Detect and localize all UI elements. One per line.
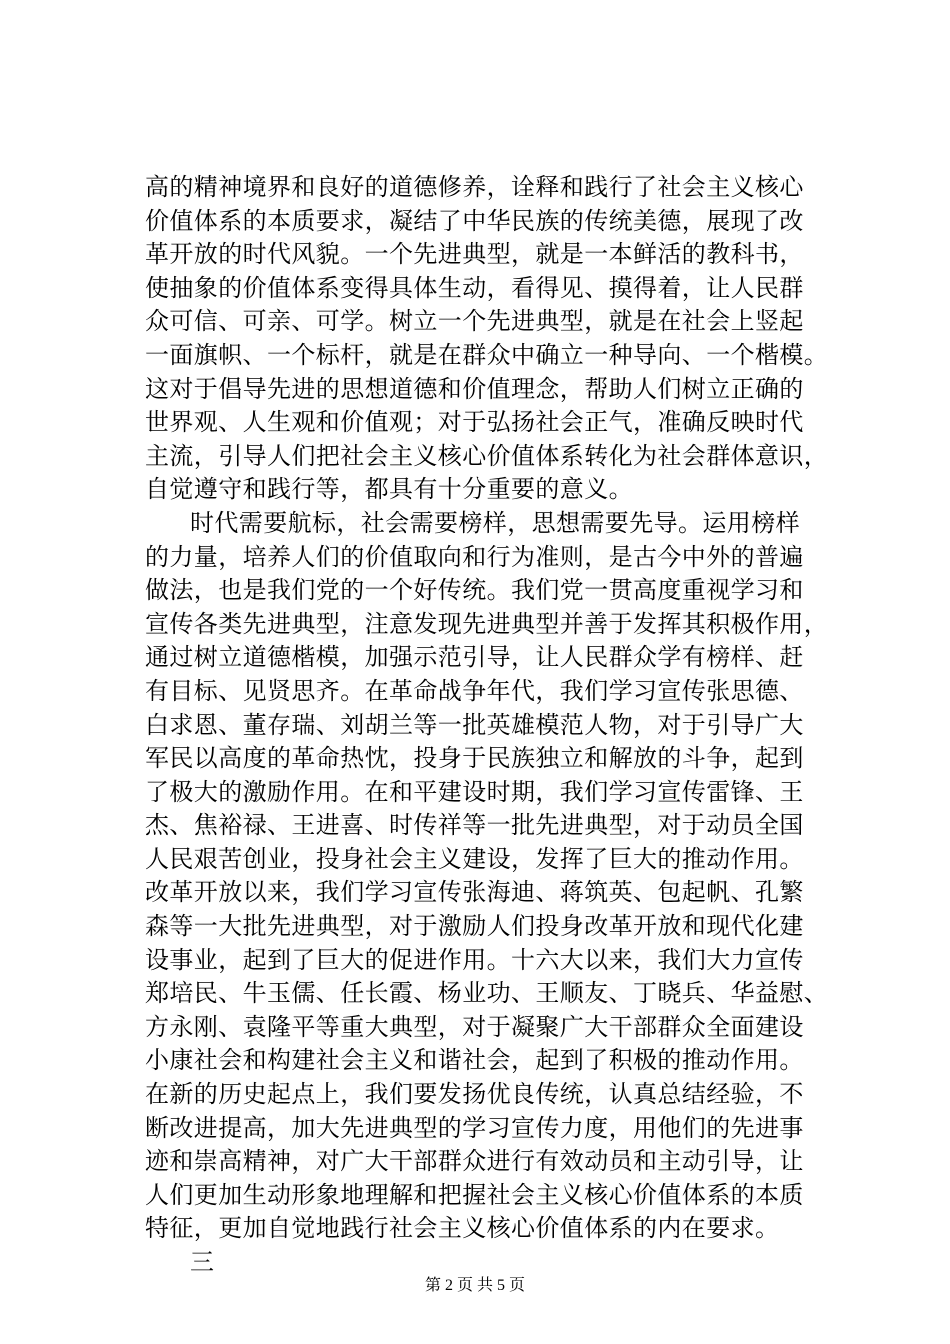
text-line: 迹和崇高精神，对广大干部群众进行有效动员和主动引导，让	[145, 1147, 804, 1176]
text-line: 改革开放以来，我们学习宣传张海迪、蒋筑英、包起帆、孔繁	[145, 878, 804, 907]
text-line: 做法，也是我们党的一个好传统。我们党一贯高度重视学习和	[145, 576, 804, 605]
text-line: 森等一大批先进典型，对于激励人们投身改革开放和现代化建	[145, 912, 804, 941]
paragraph-start-line: 时代需要航标，社会需要榜样，思想需要先导。运用榜样	[190, 508, 800, 537]
text-line: 主流，引导人们把社会主义核心价值体系转化为社会群体意识，	[145, 441, 829, 470]
text-line: 有目标、见贤思齐。在革命战争年代，我们学习宣传张思德、	[145, 676, 804, 705]
text-line: 价值体系的本质要求，凝结了中华民族的传统美德，展现了改	[145, 206, 804, 235]
page-number-footer: 第 2 页 共 5 页	[424, 1277, 525, 1294]
text-line: 在新的历史起点上，我们要发扬优良传统，认真总结经验，不	[145, 1080, 804, 1109]
text-line: 使抽象的价值体系变得具体生动，看得见、摸得着，让人民群	[145, 273, 804, 302]
text-line: 特征，更加自觉地践行社会主义核心价值体系的内在要求。	[145, 1214, 780, 1243]
document-body	[145, 171, 865, 1280]
text-line: 宣传各类先进典型，注意发现先进典型并善于发挥其积极作用，	[145, 609, 829, 638]
text-line: 郑培民、牛玉儒、任长霞、杨业功、王顺友、丁晓兵、华益慰、	[145, 979, 829, 1008]
text-line: 方永刚、袁隆平等重大典型，对于凝聚广大干部群众全面建设	[145, 1012, 804, 1041]
text-line: 世界观、人生观和价值观；对于弘扬社会正气，准确反映时代	[145, 408, 804, 437]
text-line: 了极大的激励作用。在和平建设时期，我们学习宣传雷锋、王	[145, 777, 804, 806]
section-heading: 三	[190, 1248, 215, 1276]
text-line: 通过树立道德楷模，加强示范引导，让人民群众学有榜样、赶	[145, 643, 804, 672]
text-line: 革开放的时代风貌。一个先进典型，就是一本鲜活的教科书，	[145, 240, 804, 269]
text-line: 人民艰苦创业，投身社会主义建设，发挥了巨大的推动作用。	[145, 844, 804, 873]
text-line: 的力量，培养人们的价值取向和行为准则，是古今中外的普遍	[145, 542, 804, 571]
text-line: 军民以高度的革命热忱，投身于民族独立和解放的斗争，起到	[145, 744, 804, 773]
text-line: 小康社会和构建社会主义和谐社会，起到了积极的推动作用。	[145, 1046, 804, 1075]
text-line: 这对于倡导先进的思想道德和价值理念，帮助人们树立正确的	[145, 374, 804, 403]
text-line: 一面旗帜、一个标杆，就是在群众中确立一种导向、一个楷模。	[145, 340, 829, 369]
text-line: 自觉遵守和践行等，都具有十分重要的意义。	[145, 475, 633, 504]
text-line: 众可信、可亲、可学。树立一个先进典型，就是在社会上竖起	[145, 307, 804, 336]
text-line: 杰、焦裕禄、王进喜、时传祥等一批先进典型，对于动员全国	[145, 811, 804, 840]
text-line: 断改进提高，加大先进典型的学习宣传力度，用他们的先进事	[145, 1113, 804, 1142]
text-line: 设事业，起到了巨大的促进作用。十六大以来，我们大力宣传	[145, 945, 804, 974]
text-line: 高的精神境界和良好的道德修养，诠释和践行了社会主义核心	[145, 173, 804, 201]
text-line: 人们更加生动形象地理解和把握社会主义核心价值体系的本质	[145, 1180, 804, 1209]
text-line: 白求恩、董存瑞、刘胡兰等一批英雄模范人物，对于引导广大	[145, 710, 804, 739]
